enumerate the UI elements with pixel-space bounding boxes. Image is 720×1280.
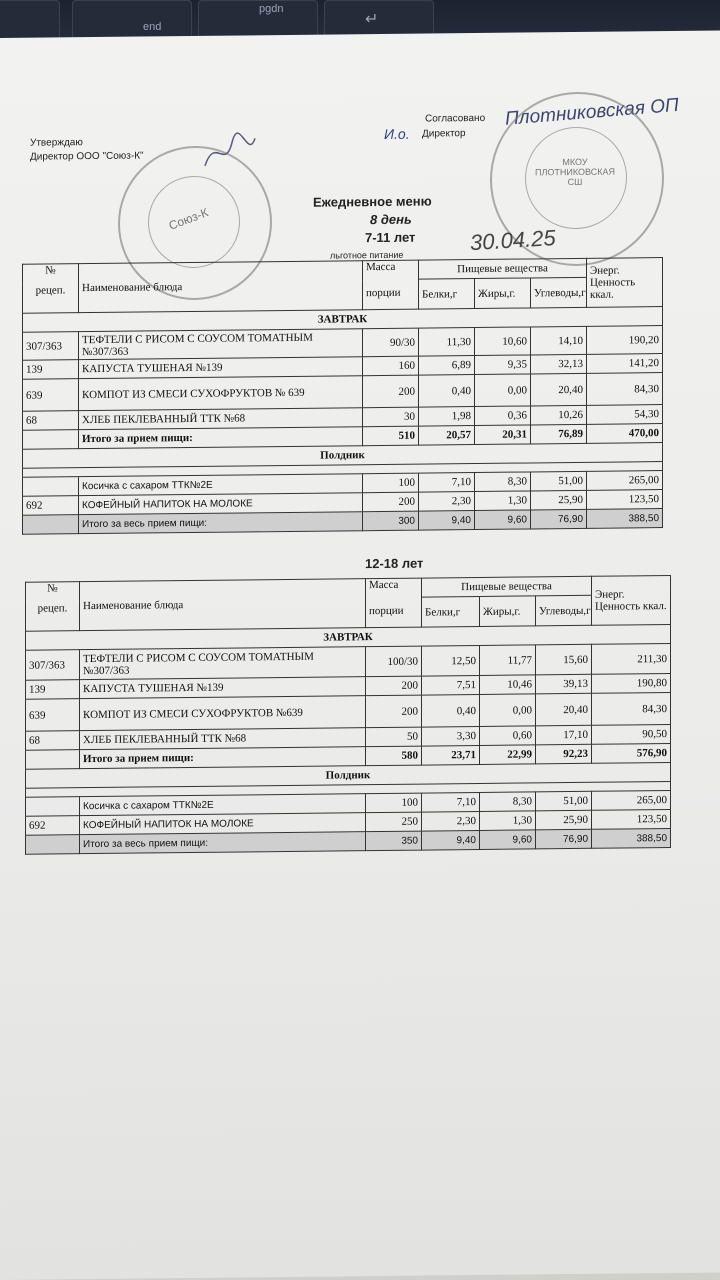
cell-mass: 100	[366, 793, 422, 813]
cell-energy: 84,30	[587, 373, 663, 406]
cell-recipe: 307/363	[23, 332, 79, 361]
header-mass-top: Масса	[366, 260, 396, 274]
header-dish-name: Наименование блюда	[80, 579, 366, 631]
header-mass-top: Масса	[369, 578, 399, 592]
header-recipe-no-bottom: рецеп.	[37, 602, 68, 615]
cell-proteins: 6,89	[419, 356, 475, 376]
cell-fats: 1,30	[475, 491, 531, 511]
total-fats: 20,31	[475, 425, 531, 445]
header-proteins: Белки,г	[419, 279, 475, 310]
cell-carbs: 14,10	[531, 326, 587, 355]
grand-total-carbs: 76,90	[536, 829, 592, 849]
cell-proteins: 7,10	[422, 792, 480, 812]
grand-total-mass: 300	[363, 511, 419, 531]
total-mass: 510	[363, 426, 419, 446]
school-stamp-text: МКОУ ПЛОТНИКОВСКАЯ СШ	[535, 156, 615, 188]
header-carbs: Углеводы,г	[536, 595, 592, 626]
section-snack-label: Полдник	[23, 443, 663, 469]
header-recipe-no-top: №	[45, 264, 56, 277]
cell-proteins: 0,40	[422, 694, 480, 727]
cell-fats: 8,30	[480, 792, 536, 812]
cell-dish: Косичка с сахаром ТТК№2Е	[80, 794, 366, 816]
agree-position: Директор	[422, 128, 466, 140]
cell-proteins: 2,30	[419, 492, 475, 512]
cell-carbs: 17,10	[536, 725, 592, 745]
cell-recipe: 307/363	[26, 650, 80, 681]
cell-mass: 30	[363, 407, 419, 427]
menu-day: 8 день	[370, 211, 412, 228]
header-proteins: Белки,г	[422, 596, 480, 627]
grand-total-proteins: 9,40	[419, 511, 475, 531]
cell-empty	[23, 515, 79, 535]
cell-energy: 211,30	[592, 643, 671, 674]
grand-total-fats: 9,60	[480, 830, 536, 850]
cell-dish: КОМПОТ ИЗ СМЕСИ СУХОФРУКТОВ №639	[80, 696, 366, 731]
cell-fats: 0,00	[480, 694, 536, 727]
key-label-end: end	[143, 21, 162, 33]
cell-dish: ТЕФТЕЛИ С РИСОМ С СОУСОМ ТОМАТНЫМ №307/363	[79, 329, 363, 360]
cell-proteins: 7,51	[422, 675, 480, 695]
total-label: Итого за прием пищи:	[80, 747, 366, 769]
cell-recipe: 692	[23, 496, 79, 516]
grand-total-label: Итого за весь прием пищи:	[80, 832, 366, 854]
cell-mass: 200	[366, 695, 422, 728]
cell-dish: ХЛЕБ ПЕКЛЕВАННЫЙ ТТК №68	[80, 728, 366, 750]
cell-empty	[26, 835, 80, 855]
cell-proteins: 11,30	[419, 328, 475, 357]
header-mass-bottom: порции	[369, 604, 404, 618]
total-carbs: 92,23	[536, 744, 592, 764]
menu-table-12-18	[25, 575, 671, 855]
agree-prefix: И.о.	[384, 125, 410, 142]
header-energy: Энерг. Ценность ккал.	[592, 575, 671, 625]
enter-arrow-icon: ↵	[365, 11, 379, 28]
grand-total-energy: 388,50	[587, 509, 663, 529]
cell-proteins: 12,50	[422, 645, 480, 676]
header-mass-bottom: порции	[366, 286, 401, 300]
header-fats: Жиры,г.	[475, 278, 531, 309]
cell-energy: 265,00	[587, 471, 663, 491]
key-label-pgdn: pgdn	[259, 3, 284, 15]
cell-fats: 11,77	[480, 645, 536, 676]
cell-recipe: 639	[23, 379, 79, 412]
total-carbs: 76,89	[531, 424, 587, 444]
header-fats: Жиры,г.	[480, 596, 536, 627]
cell-mass: 160	[363, 356, 419, 376]
cell-carbs: 32,13	[531, 354, 587, 374]
approve-position: Директор ООО "Союз-К"	[30, 150, 144, 163]
company-stamp-text: Союз-К	[166, 205, 210, 233]
cell-energy: 190,80	[592, 673, 671, 693]
cell-carbs: 39,13	[536, 674, 592, 694]
section-breakfast-label: ЗАВТРАК	[26, 624, 671, 650]
handwritten-date: 30.04.25	[469, 224, 557, 256]
cell-fats: 0,00	[475, 374, 531, 407]
cell-dish: ХЛЕБ ПЕКЛЕВАННЫЙ ТТК №68	[79, 408, 363, 430]
cell-energy: 90,50	[592, 724, 671, 744]
document-page	[0, 30, 720, 1280]
cell-energy: 84,30	[592, 692, 671, 725]
cell-fats: 8,30	[475, 472, 531, 492]
header-recipe-no-bottom: рецеп.	[35, 284, 66, 297]
total-energy: 576,90	[592, 743, 671, 763]
header-mass	[366, 578, 422, 628]
header-recipe-no	[26, 582, 80, 632]
cell-carbs: 51,00	[536, 791, 592, 811]
approve-label: Утверждаю	[30, 137, 83, 149]
cell-fats: 10,46	[480, 675, 536, 695]
total-mass: 580	[366, 746, 422, 766]
cell-mass: 90/30	[363, 328, 419, 357]
menu-table-7-11	[22, 257, 663, 535]
cell-dish: КОМПОТ ИЗ СМЕСИ СУХОФРУКТОВ № 639	[79, 376, 363, 411]
cell-fats: 9,35	[475, 355, 531, 375]
cell-dish: КАПУСТА ТУШЕНАЯ №139	[80, 677, 366, 699]
header-energy: Энерг. Ценность ккал.	[587, 258, 663, 308]
total-proteins: 20,57	[419, 426, 475, 446]
cell-empty	[23, 430, 79, 450]
cell-recipe: 139	[23, 360, 79, 380]
cell-fats: 1,30	[480, 811, 536, 831]
agree-label: Согласовано	[425, 112, 486, 125]
cell-proteins: 1,98	[419, 407, 475, 427]
cell-mass: 200	[363, 492, 419, 512]
cell-energy: 190,20	[587, 326, 663, 355]
cell-energy: 123,50	[587, 490, 663, 510]
cell-empty	[26, 750, 80, 770]
section-snack-label: Полдник	[26, 762, 671, 788]
header-recipe-no-top: №	[47, 582, 58, 595]
cell-dish: ТЕФТЕЛИ С РИСОМ С СОУСОМ ТОМАТНЫМ №307/363	[80, 647, 366, 680]
total-label: Итого за прием пищи:	[79, 427, 363, 449]
cell-mass: 200	[363, 375, 419, 408]
cell-fats: 10,60	[475, 327, 531, 356]
cell-fats: 0,36	[475, 406, 531, 426]
grand-total-proteins: 9,40	[422, 830, 480, 850]
cell-mass: 50	[366, 727, 422, 747]
header-carbs: Углеводы,г	[531, 277, 587, 308]
cell-recipe: 139	[26, 680, 80, 700]
total-proteins: 23,71	[422, 745, 480, 765]
cell-mass: 100/30	[366, 646, 422, 677]
header-dish-name: Наименование блюда	[79, 261, 363, 313]
cell-proteins: 3,30	[422, 726, 480, 746]
cell-carbs: 25,90	[531, 490, 587, 510]
cell-recipe: 639	[26, 699, 80, 732]
grand-total-fats: 9,60	[475, 510, 531, 530]
keyboard-key	[0, 0, 60, 40]
cell-recipe	[26, 797, 80, 817]
cell-energy: 265,00	[592, 790, 671, 810]
header-nutrients: Пищевые вещества	[422, 576, 592, 597]
cell-carbs: 20,40	[536, 693, 592, 726]
cell-mass: 250	[366, 812, 422, 832]
cell-mass: 200	[366, 676, 422, 696]
cell-fats: 0,60	[480, 726, 536, 746]
cell-energy: 54,30	[587, 405, 663, 425]
cell-proteins: 2,30	[422, 811, 480, 831]
keyboard-key-end	[72, 0, 192, 40]
handwritten-signature: Плотниковская ОП	[504, 94, 680, 130]
cell-carbs: 20,40	[531, 373, 587, 406]
header-mass	[363, 260, 419, 310]
menu-title: Ежедневное меню	[313, 193, 432, 210]
cell-proteins: 7,10	[419, 473, 475, 493]
cell-carbs: 51,00	[531, 471, 587, 491]
cell-energy: 141,20	[587, 354, 663, 374]
cell-dish: КОФЕЙНЫЙ НАПИТОК НА МОЛОКЕ	[80, 813, 366, 835]
grand-total-carbs: 76,90	[531, 509, 587, 529]
total-energy: 470,00	[587, 424, 663, 444]
cell-proteins: 0,40	[419, 375, 475, 408]
cell-recipe: 68	[23, 411, 79, 431]
director-signature-icon	[200, 130, 260, 176]
benefit-note: льготное питание	[330, 249, 404, 261]
cell-carbs: 10,26	[531, 405, 587, 425]
section-breakfast-label: ЗАВТРАК	[23, 307, 663, 333]
cell-carbs: 25,90	[536, 810, 592, 830]
grand-total-energy: 388,50	[592, 828, 671, 848]
header-nutrients: Пищевые вещества	[419, 258, 587, 279]
cell-dish: КОФЕЙНЫЙ НАПИТОК НА МОЛОКЕ	[79, 493, 363, 515]
header-recipe-no	[23, 264, 79, 314]
cell-recipe: 68	[26, 731, 80, 751]
cell-carbs: 15,60	[536, 644, 592, 675]
total-fats: 22,99	[480, 745, 536, 765]
grand-total-mass: 350	[366, 831, 422, 851]
cell-energy: 123,50	[592, 809, 671, 829]
cell-dish: Косичка с сахаром ТТК№2Е	[79, 474, 363, 496]
cell-dish: КАПУСТА ТУШЕНАЯ №139	[79, 357, 363, 379]
cell-recipe	[23, 477, 79, 497]
cell-recipe: 692	[26, 816, 80, 836]
age-group-title-12-18: 12-18 лет	[365, 555, 424, 572]
age-group-title-7-11: 7-11 лет	[365, 229, 416, 246]
grand-total-label: Итого за весь прием пищи:	[79, 512, 363, 534]
cell-mass: 100	[363, 473, 419, 493]
